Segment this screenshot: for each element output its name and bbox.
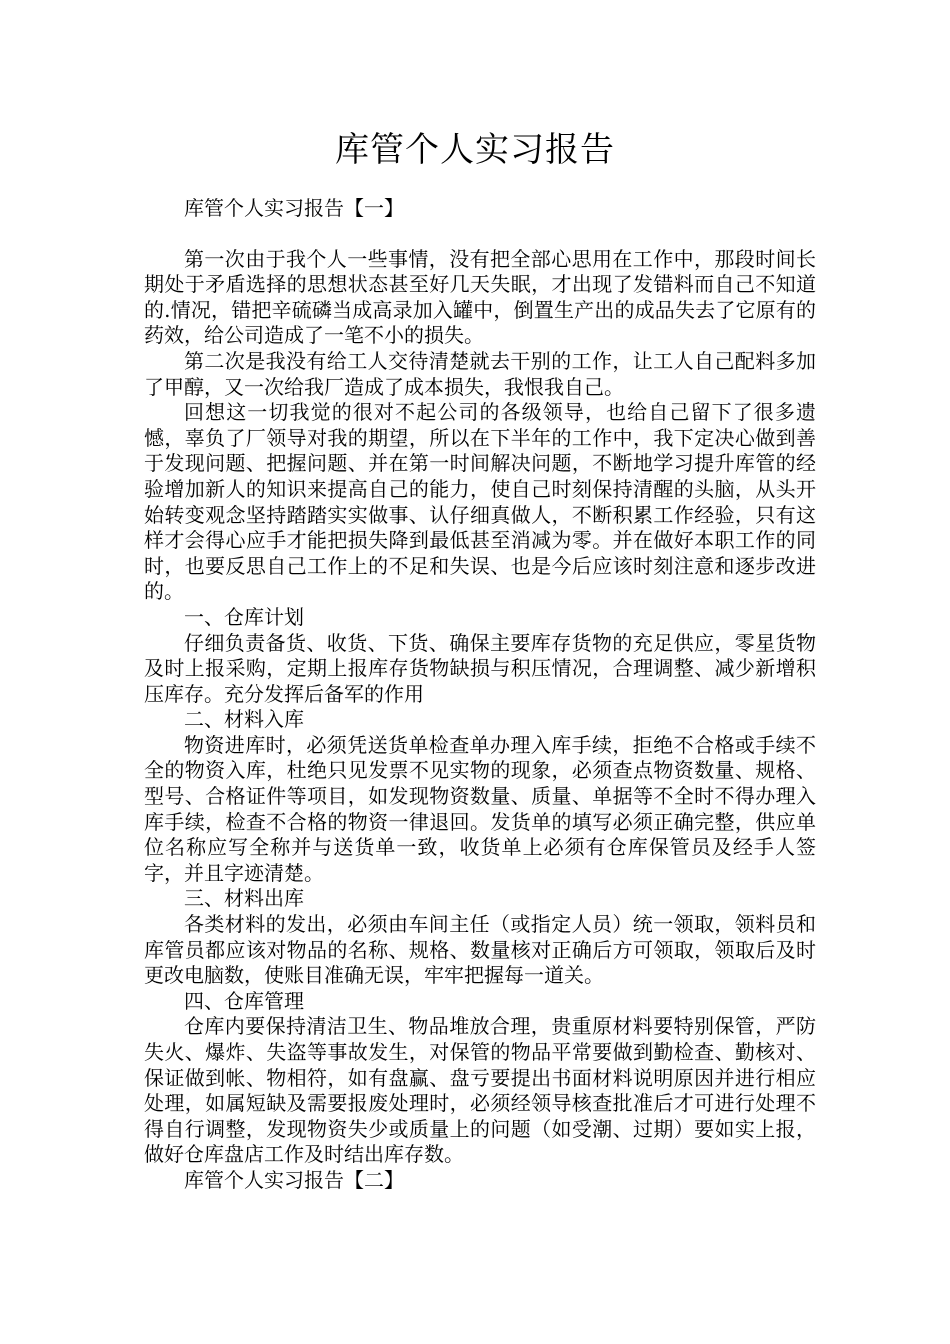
document-title: 库管个人实习报告 [335,130,615,170]
section-material-inbound-text: 物资进库时，必须凭送货单检查单办理入库手续，拒绝不合格或手续不全的物资入库，杜绝只见发票不见实物的现象，必须查点物资数量、规格、型号、合格证件等项目，如发现物资数量、质量、单据等不全时不得办理入库手续，检查不合格的物资一律退回。发货单的填写必须正确完整，供应单位名称应写全称并与送货单一致，收货单上必须有仓库保管员及经手人签字，并且字迹清楚。 [144,732,816,885]
section-warehouse-plan-title: 一、仓库计划 [184,604,304,629]
paragraph-first-incident: 第一次由于我个人一些事情，没有把全部心思用在工作中，那段时间长期处于矛盾选择的思想状态甚至好几天失眠，才出现了发错料而自己不知道的.情况，错把辛硫磷当成高录加入罐中，倒置生产出的成品失去了它原有的药效，给公司造成了一笔不小的损失。 [144,246,816,348]
section-warehouse-management-text: 仓库内要保持清洁卫生、物品堆放合理，贵重原材料要特别保管，严防失火、爆炸、失盗等事故发生，对保管的物品平常要做到勤检查、勤核对、保证做到帐、物相符，如有盘赢、盘亏要提出书面材料说明原因并进行相应处理，如属短缺及需要报废处理时，必须经领导核查批准后才可进行处理不得自行调整，发现物资失少或质量上的问题（如受潮、过期）要如实上报，做好仓库盘店工作及时结出库存数。 [144,1014,816,1167]
paragraph-reflection: 回想这一切我觉的很对不起公司的各级领导，也给自己留下了很多遗憾，辜负了厂领导对我的期望，所以在下半年的工作中，我下定决心做到善于发现问题、把握问题、并在第一时间解决问题，不断地学习提升库管的经验增加新人的知识来提高自己的能力，使自己时刻保持清醒的头脑，从头开始转变观念坚持踏踏实实做事、认仔细真做人，不断积累工作经验，只有这样才会得心应手才能把损失降到最低甚至消减为零。并在做好本职工作的同时，也要反思自己工作上的不足和失误、也是今后应该时刻注意和逐步改进的。 [144,400,816,604]
section-warehouse-management-title: 四、仓库管理 [184,988,304,1013]
section-material-outbound-title: 三、材料出库 [184,886,304,911]
document-body [144,196,816,1194]
part-two-heading: 库管个人实习报告【二】 [184,1167,404,1192]
paragraph-gap [144,222,816,247]
paragraph-second-incident: 第二次是我没有给工人交待清楚就去干别的工作，让工人自己配料多加了甲醇，又一次给我厂造成了成本损失，我恨我自己。 [144,348,816,399]
section-material-inbound-title: 二、材料入库 [184,707,304,732]
section-material-outbound-text: 各类材料的发出，必须由车间主任（或指定人员）统一领取，领料员和库管员都应该对物品的名称、规格、数量核对正确后方可领取，领取后及时更改电脑数，使账目准确无误，牢牢把握每一道关。 [144,912,816,988]
part-one-heading: 库管个人实习报告【一】 [184,196,404,220]
section-warehouse-plan-text: 仔细负责备货、收货、下货、确保主要库存货物的充足供应，零星货物及时上报采购，定期上报库存货物缺损与积压情况，合理调整、减少新增积压库存。充分发挥后备军的作用 [144,630,816,706]
